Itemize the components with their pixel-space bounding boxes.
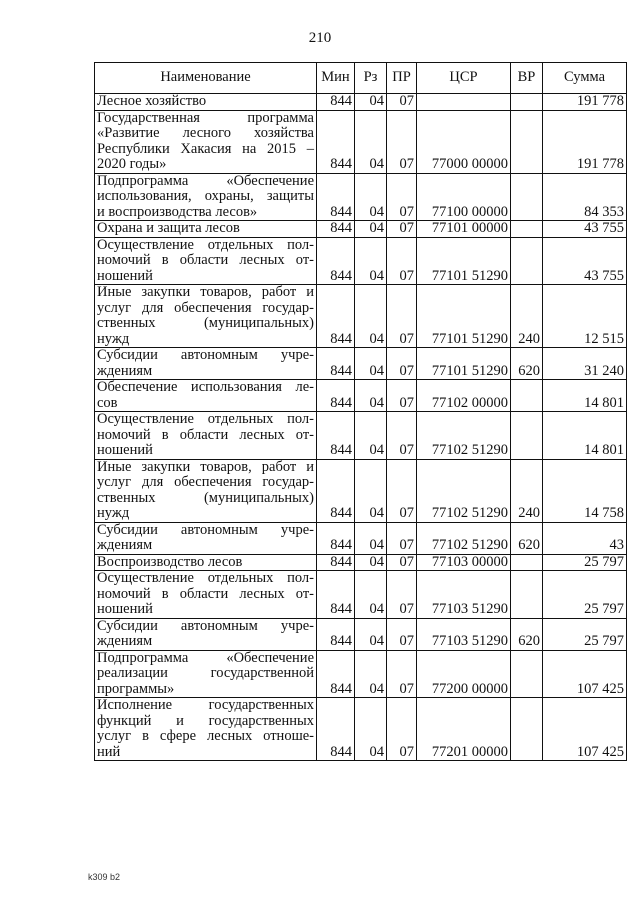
row-csr: 77101 00000: [417, 221, 511, 238]
row-name-line: ний: [97, 743, 121, 760]
row-sum: 84 353: [543, 173, 627, 221]
row-name-line: номочий в области лесных от-: [97, 585, 314, 602]
row-pr: 07: [387, 650, 417, 698]
row-rz: 04: [355, 571, 387, 619]
row-rz: 04: [355, 650, 387, 698]
header-rz: Рз: [355, 63, 387, 94]
row-min: 844: [317, 285, 355, 348]
row-vr: [511, 650, 543, 698]
row-sum: 25 797: [543, 571, 627, 619]
row-pr: 07: [387, 459, 417, 522]
row-name-line: «Развитие лесного хозяйства: [97, 125, 314, 141]
table-row: [95, 221, 627, 238]
row-csr: 77103 51290: [417, 571, 511, 619]
row-min: 844: [317, 237, 355, 285]
row-name-line: ношений: [97, 601, 153, 617]
row-vr: [511, 571, 543, 619]
row-min: 844: [317, 221, 355, 238]
row-min: 844: [317, 698, 355, 761]
row-name-line: Лесное хозяйство: [97, 93, 207, 109]
row-vr: 620: [511, 618, 543, 650]
row-pr: 07: [387, 522, 417, 554]
row-name: [95, 348, 317, 380]
table-row: [95, 698, 627, 761]
row-name-line: Государственная программа: [97, 110, 314, 126]
row-rz: 04: [355, 459, 387, 522]
row-name-line: Субсидии автономным учре-: [97, 618, 314, 634]
table-row: [95, 110, 627, 173]
row-csr: 77000 00000: [417, 110, 511, 173]
row-min: 844: [317, 618, 355, 650]
row-csr: 77103 00000: [417, 554, 511, 571]
row-min: 844: [317, 380, 355, 412]
row-sum: 31 240: [543, 348, 627, 380]
row-rz: 04: [355, 221, 387, 238]
row-vr: [511, 94, 543, 111]
row-sum: 14 801: [543, 380, 627, 412]
row-pr: 07: [387, 173, 417, 221]
page-number: 210: [308, 30, 332, 46]
row-rz: 04: [355, 173, 387, 221]
row-min: 844: [317, 554, 355, 571]
row-pr: 07: [387, 285, 417, 348]
row-min: 844: [317, 522, 355, 554]
row-name: [95, 237, 317, 285]
header-pr: ПР: [387, 63, 417, 94]
row-rz: 04: [355, 285, 387, 348]
row-pr: 07: [387, 618, 417, 650]
row-rz: 04: [355, 110, 387, 173]
row-vr: [511, 380, 543, 412]
row-csr: 77102 51290: [417, 412, 511, 460]
row-name-line: ношений: [97, 267, 153, 284]
row-name-line: Осуществление отдельных пол-: [97, 411, 314, 427]
row-pr: 07: [387, 380, 417, 412]
row-min: 844: [317, 459, 355, 522]
row-name: [95, 412, 317, 460]
row-name-line: ждениям: [97, 633, 153, 649]
row-name-line: ношений: [97, 442, 153, 458]
row-rz: 04: [355, 348, 387, 380]
row-name-line: ждениям: [97, 537, 153, 553]
table-row: [95, 459, 627, 522]
row-sum: 14 801: [543, 412, 627, 460]
row-name: [95, 173, 317, 221]
row-name-line: 2020 годы»: [97, 156, 167, 172]
row-sum: 25 797: [543, 554, 627, 571]
row-vr: 620: [511, 348, 543, 380]
row-name-line: номочий в области лесных от-: [97, 252, 314, 268]
row-name-line: ственных (муниципальных): [97, 315, 314, 331]
row-vr: [511, 173, 543, 221]
row-vr: [511, 237, 543, 285]
row-csr: 77101 51290: [417, 237, 511, 285]
row-sum: 107 425: [543, 698, 627, 761]
row-csr: 77101 51290: [417, 285, 511, 348]
row-name-line: нужд: [97, 505, 130, 521]
row-name-line: номочий в области лесных от-: [97, 426, 314, 443]
row-sum: 12 515: [543, 285, 627, 348]
row-name-line: услуг в сфере лесных отноше-: [97, 728, 314, 744]
header-vr: ВР: [511, 63, 543, 94]
row-pr: 07: [387, 110, 417, 173]
row-name-line: использования, охраны, защиты: [97, 188, 314, 204]
table-row: [95, 348, 627, 380]
row-name: [95, 618, 317, 650]
table-row: [95, 554, 627, 571]
row-pr: 07: [387, 348, 417, 380]
row-csr: 77201 00000: [417, 698, 511, 761]
row-vr: 240: [511, 285, 543, 348]
row-csr: 77200 00000: [417, 650, 511, 698]
table-row: [95, 522, 627, 554]
row-name-line: услуг для обеспечения государ-: [97, 474, 314, 490]
row-vr: [511, 412, 543, 460]
footer-mark: k309 b2: [88, 872, 121, 882]
row-csr: 77103 51290: [417, 618, 511, 650]
header-csr: ЦСР: [417, 63, 511, 94]
row-name-line: Субсидии автономным учре-: [97, 522, 314, 538]
row-name: [95, 285, 317, 348]
row-name-line: функций и государственных: [97, 712, 314, 729]
row-min: 844: [317, 412, 355, 460]
row-vr: [511, 221, 543, 238]
table-row: [95, 94, 627, 111]
row-min: 844: [317, 173, 355, 221]
row-vr: [511, 110, 543, 173]
row-name-line: нужд: [97, 330, 130, 347]
row-rz: 04: [355, 554, 387, 571]
row-sum: 43 755: [543, 237, 627, 285]
table-row: [95, 412, 627, 460]
row-pr: 07: [387, 698, 417, 761]
row-name: [95, 522, 317, 554]
row-name-line: Подпрограмма «Обеспечение: [97, 650, 314, 666]
row-sum: 43 755: [543, 221, 627, 238]
row-name-line: Осуществление отдельных пол-: [97, 237, 314, 253]
row-name-line: Иные закупки товаров, работ и: [97, 459, 314, 475]
header-min: Мин: [317, 63, 355, 94]
row-csr: 77100 00000: [417, 173, 511, 221]
table-row: [95, 618, 627, 650]
row-rz: 04: [355, 522, 387, 554]
row-name-line: сов: [97, 394, 118, 411]
row-pr: 07: [387, 237, 417, 285]
row-sum: 14 758: [543, 459, 627, 522]
row-sum: 107 425: [543, 650, 627, 698]
budget-table: [94, 62, 627, 761]
row-name-line: Субсидии автономным учре-: [97, 347, 314, 363]
table-row: [95, 650, 627, 698]
row-name: [95, 650, 317, 698]
row-rz: 04: [355, 698, 387, 761]
row-min: 844: [317, 650, 355, 698]
row-name: [95, 459, 317, 522]
row-sum: 191 778: [543, 110, 627, 173]
row-name: [95, 380, 317, 412]
table-row: [95, 571, 627, 619]
row-min: 844: [317, 571, 355, 619]
row-name-line: программы»: [97, 680, 175, 697]
row-name-line: услуг для обеспечения государ-: [97, 299, 314, 316]
row-csr: 77101 51290: [417, 348, 511, 380]
row-min: 844: [317, 110, 355, 173]
row-pr: 07: [387, 571, 417, 619]
table-row: [95, 173, 627, 221]
table-row: [95, 237, 627, 285]
row-name-line: Исполнение государственных: [97, 697, 314, 713]
row-sum: 25 797: [543, 618, 627, 650]
row-min: 844: [317, 94, 355, 111]
row-name-line: ственных (муниципальных): [97, 489, 314, 506]
row-pr: 07: [387, 412, 417, 460]
row-vr: 620: [511, 522, 543, 554]
row-rz: 04: [355, 412, 387, 460]
row-name-line: Подпрограмма «Обеспечение: [97, 173, 314, 189]
row-csr: 77102 00000: [417, 380, 511, 412]
row-rz: 04: [355, 380, 387, 412]
table-body: [95, 94, 627, 761]
table-header-row: [95, 63, 627, 94]
table-row: [95, 380, 627, 412]
row-vr: [511, 554, 543, 571]
row-sum: 43: [543, 522, 627, 554]
row-name-line: и воспроизводства лесов»: [97, 203, 258, 220]
row-min: 844: [317, 348, 355, 380]
row-rz: 04: [355, 618, 387, 650]
row-pr: 07: [387, 221, 417, 238]
row-csr: 77102 51290: [417, 522, 511, 554]
row-name-line: реализации государственной: [97, 665, 314, 681]
row-vr: 240: [511, 459, 543, 522]
row-name: [95, 94, 317, 111]
table-row: [95, 285, 627, 348]
row-csr: [417, 94, 511, 111]
row-vr: [511, 698, 543, 761]
row-name-line: Республики Хакасия на 2015 –: [97, 140, 314, 157]
row-name-line: Воспроизводство лесов: [97, 554, 243, 570]
row-name-line: Осуществление отдельных пол-: [97, 570, 314, 586]
row-sum: 191 778: [543, 94, 627, 111]
row-name: [95, 110, 317, 173]
row-name-line: Обеспечение использования ле-: [97, 379, 314, 395]
row-name-line: Охрана и защита лесов: [97, 220, 240, 236]
row-name: [95, 221, 317, 238]
row-pr: 07: [387, 94, 417, 111]
row-name: [95, 554, 317, 571]
row-rz: 04: [355, 237, 387, 285]
row-pr: 07: [387, 554, 417, 571]
header-sum: Сумма: [543, 63, 627, 94]
row-rz: 04: [355, 94, 387, 111]
row-csr: 77102 51290: [417, 459, 511, 522]
row-name-line: ждениям: [97, 362, 153, 379]
row-name-line: Иные закупки товаров, работ и: [97, 284, 314, 300]
row-name: [95, 571, 317, 619]
header-name: Наименование: [95, 63, 317, 94]
row-name: [95, 698, 317, 761]
